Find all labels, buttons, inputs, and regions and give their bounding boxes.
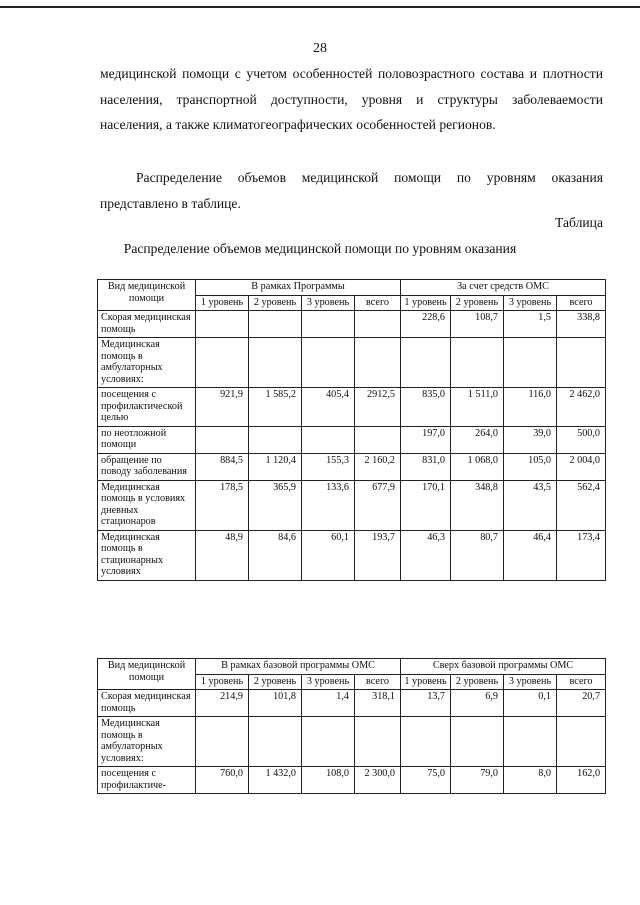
subheader-cell: 1 уровень [196,674,249,690]
value-cell: 108,7 [451,311,504,338]
value-cell [355,311,401,338]
value-cell: 2 300,0 [355,767,401,794]
value-cell: 39,0 [504,426,557,453]
value-cell: 80,7 [451,530,504,580]
subheader-cell: 1 уровень [401,295,451,311]
value-cell [451,717,504,767]
subheader-cell: всего [355,674,401,690]
value-cell: 760,0 [196,767,249,794]
row-label: Скорая медицинская помощь [98,311,196,338]
table-1-group-a-header: В рамках Программы [196,280,401,296]
value-cell: 46,4 [504,530,557,580]
paragraph-1: медицинской помощи с учетом особенностей половозрастного состава и плотности населения, транспортной доступности, уровня и структуры заболеваемости населения, а также климатогеографических особенностей регионов. [100,66,603,132]
value-cell: 13,7 [401,690,451,717]
value-cell: 48,9 [196,530,249,580]
subheader-cell: 3 уровень [504,295,557,311]
row-label: Скорая медицинская помощь [98,690,196,717]
value-cell: 75,0 [401,767,451,794]
page-number: 28 [313,41,327,56]
value-cell: 105,0 [504,453,557,480]
table-row [98,717,606,767]
row-label: посещения с профилактической целью [98,388,196,427]
table-1-group-b-header: За счет средств ОМС [401,280,606,296]
value-cell [557,717,606,767]
value-cell: 365,9 [249,480,302,530]
value-cell [401,717,451,767]
subheader-cell: 2 уровень [451,674,504,690]
value-cell: 2 004,0 [557,453,606,480]
value-cell: 43,5 [504,480,557,530]
value-cell: 405,4 [302,388,355,427]
value-cell: 84,6 [249,530,302,580]
value-cell [249,717,302,767]
value-cell: 214,9 [196,690,249,717]
subheader-cell: всего [557,674,606,690]
value-cell: 2912,5 [355,388,401,427]
value-cell [196,338,249,388]
table-2-body [98,690,606,794]
row-label: Медицинская помощь в стационарных условиях [98,530,196,580]
value-cell [249,338,302,388]
subheader-cell: 2 уровень [249,295,302,311]
value-cell: 1 068,0 [451,453,504,480]
value-cell: 1,4 [302,690,355,717]
subheader-cell: всего [355,295,401,311]
table-1-header-row [98,280,606,296]
value-cell: 835,0 [401,388,451,427]
value-cell [557,338,606,388]
table-label: Таблица [555,215,603,230]
table-2-group-a-header: В рамках базовой программы ОМС [196,659,401,675]
subheader-cell: всего [557,295,606,311]
table-row [98,480,606,530]
subheader-cell: 3 уровень [302,295,355,311]
subheader-cell: 3 уровень [504,674,557,690]
row-label: Медицинская помощь в амбулаторных условиях: [98,717,196,767]
row-label: Медицинская помощь в амбулаторных условиях: [98,338,196,388]
value-cell [355,426,401,453]
value-cell: 173,4 [557,530,606,580]
value-cell: 116,0 [504,388,557,427]
value-cell: 178,5 [196,480,249,530]
table-2-group-b-header: Сверх базовой программы ОМС [401,659,606,675]
value-cell [249,426,302,453]
value-cell: 162,0 [557,767,606,794]
value-cell: 884,5 [196,453,249,480]
value-cell: 108,0 [302,767,355,794]
value-cell: 46,3 [401,530,451,580]
subheader-cell: 1 уровень [401,674,451,690]
table-1-body [98,311,606,581]
subheader-cell: 3 уровень [302,674,355,690]
value-cell [302,338,355,388]
table-row [98,426,606,453]
value-cell: 318,1 [355,690,401,717]
value-cell: 79,0 [451,767,504,794]
value-cell: 20,7 [557,690,606,717]
top-rule [0,6,640,8]
table-row [98,767,606,794]
value-cell: 193,7 [355,530,401,580]
value-cell: 831,0 [401,453,451,480]
value-cell: 155,3 [302,453,355,480]
value-cell: 133,6 [302,480,355,530]
subheader-cell: 1 уровень [196,295,249,311]
value-cell: 1 432,0 [249,767,302,794]
value-cell: 1 120,4 [249,453,302,480]
table-row [98,453,606,480]
value-cell: 0,1 [504,690,557,717]
table-2-header-row [98,659,606,675]
row-label: обращение по поводу заболевания [98,453,196,480]
value-cell [302,426,355,453]
table-row [98,530,606,580]
table-row [98,338,606,388]
value-cell: 921,9 [196,388,249,427]
value-cell [196,426,249,453]
table-row [98,690,606,717]
row-label: по неотложной помощи [98,426,196,453]
subheader-cell: 2 уровень [249,674,302,690]
value-cell: 500,0 [557,426,606,453]
value-cell: 197,0 [401,426,451,453]
value-cell [355,338,401,388]
value-cell: 2 462,0 [557,388,606,427]
value-cell [401,338,451,388]
value-cell [355,717,401,767]
table-title: Распределение объемов медицинской помощи по уровням оказания [123,241,517,256]
table-row [98,388,606,427]
value-cell: 1 585,2 [249,388,302,427]
value-cell: 6,9 [451,690,504,717]
value-cell [302,311,355,338]
value-cell [451,338,504,388]
value-cell: 562,4 [557,480,606,530]
value-cell: 228,6 [401,311,451,338]
value-cell [504,338,557,388]
value-cell: 170,1 [401,480,451,530]
value-cell [196,311,249,338]
paragraph-2: Распределение объемов медицинской помощи по уровням оказания представлено в таблице. [100,170,603,211]
table-2-kind-header: Вид медицинской помощи [98,659,196,690]
value-cell: 101,8 [249,690,302,717]
value-cell [302,717,355,767]
value-cell: 8,0 [504,767,557,794]
value-cell: 264,0 [451,426,504,453]
value-cell [249,311,302,338]
table-1 [97,279,606,581]
value-cell: 348,8 [451,480,504,530]
value-cell: 1,5 [504,311,557,338]
value-cell: 2 160,2 [355,453,401,480]
subheader-cell: 2 уровень [451,295,504,311]
row-label: посещения с профилактиче- [98,767,196,794]
row-label: Медицинская помощь в условиях дневных стационаров [98,480,196,530]
value-cell: 60,1 [302,530,355,580]
table-1-kind-header: Вид медицинской помощи [98,280,196,311]
value-cell [504,717,557,767]
value-cell: 677,9 [355,480,401,530]
table-row [98,311,606,338]
value-cell: 1 511,0 [451,388,504,427]
value-cell [196,717,249,767]
value-cell: 338,8 [557,311,606,338]
table-2 [97,658,606,794]
